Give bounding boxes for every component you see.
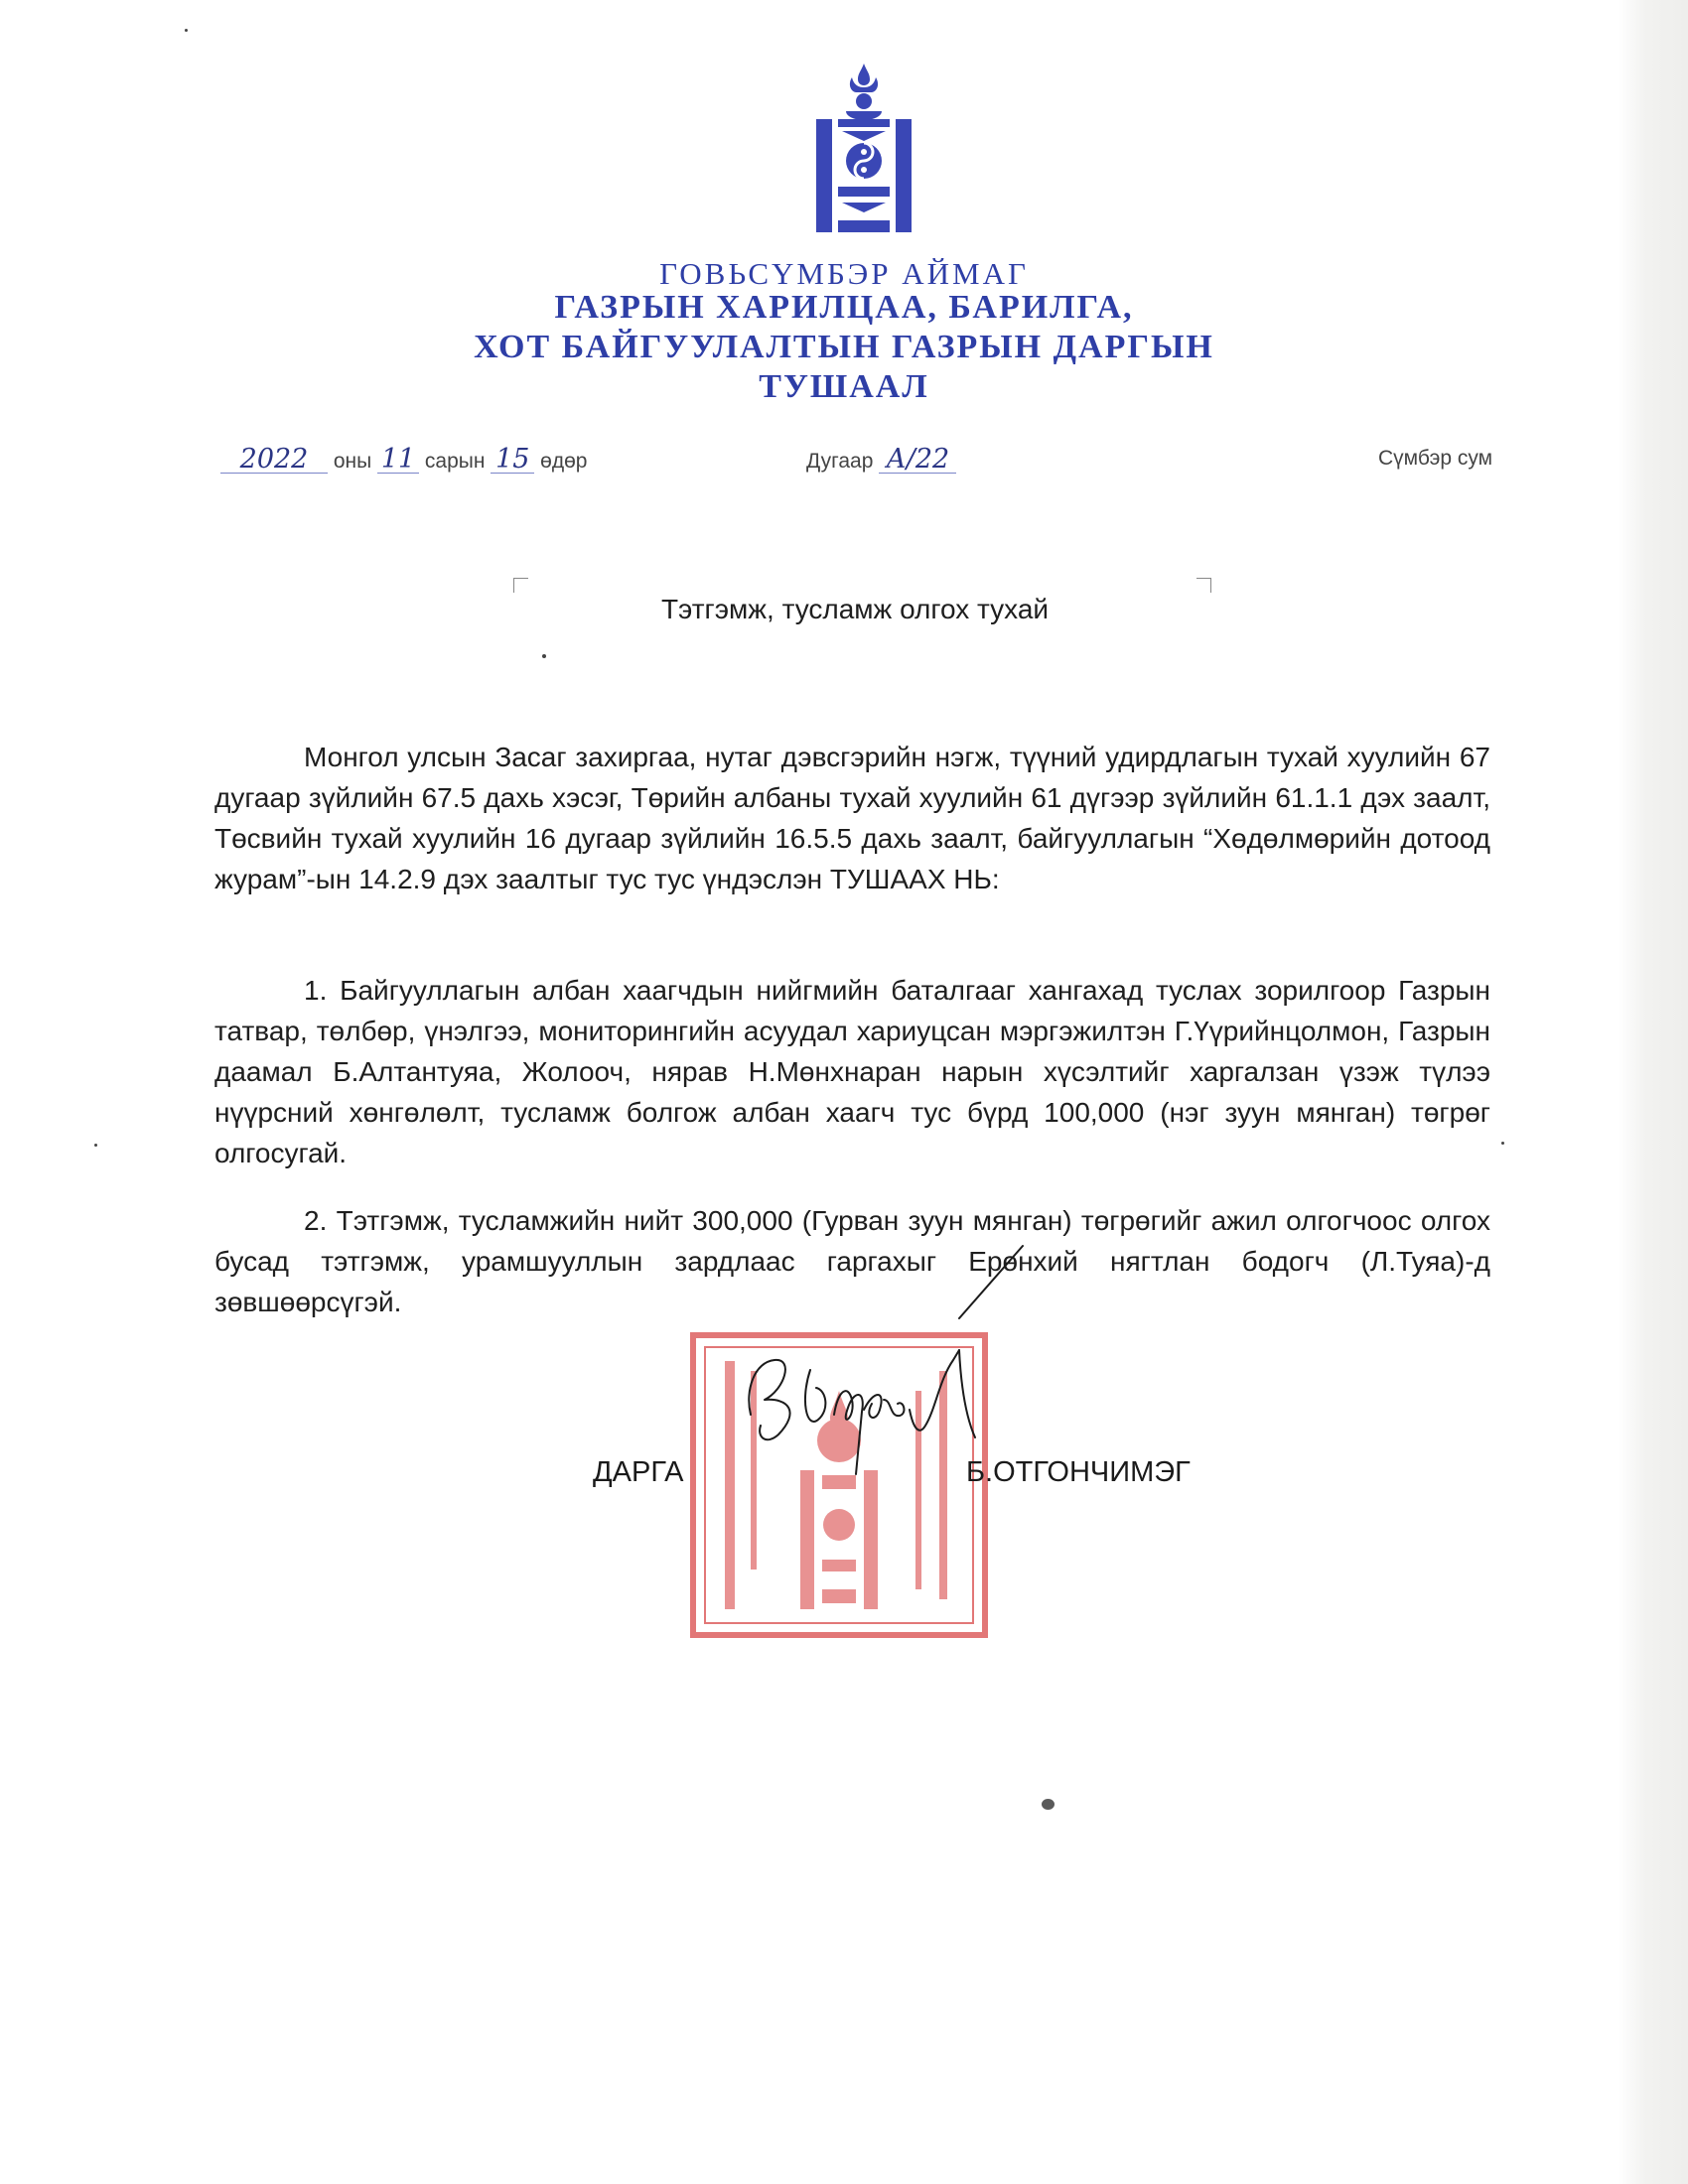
letterhead-department <box>0 288 1688 407</box>
date-month: 11 <box>377 447 419 474</box>
preamble-text: Монгол улсын Засаг захиргаа, нутаг дэвсгэрийн нэгж, түүний удирдлагын тухай хуулийн 67 дугаар зүйлийн 67.5 дахь хэсэг, Төрийн албаны тухай хуулийн 61 дүгээр зүйлийн 61.1.1 дэх заалт, Төсвийн тухай хуулийн 16 дугаар зүйлийн 16.5.5 дахь заалт, байгууллагын “Хөдөлмөрийн дотоод журам”-ын 14.2.9 дэх заалтыг тус тус үндэслэн ТУШААХ НЬ: <box>214 742 1490 894</box>
state-emblem-icon <box>814 62 914 238</box>
scan-speck <box>1501 1142 1504 1145</box>
month-suffix: сарын <box>424 450 486 473</box>
department-line-2: ХОТ БАЙГУУЛАЛТЫН ГАЗРЫН ДАРГЫН <box>474 329 1214 365</box>
subject-bracket-right <box>1196 578 1211 593</box>
order-number: А/22 <box>879 447 956 474</box>
preamble-paragraph <box>214 737 1490 899</box>
year-suffix: оны <box>333 450 372 473</box>
day-suffix: өдөр <box>540 450 588 473</box>
order-number-label: Дугаар <box>806 450 874 473</box>
signatory-title: ДАРГА <box>593 1456 684 1488</box>
scan-speck <box>185 29 188 32</box>
order-item-1 <box>214 970 1490 1173</box>
date-year: 2022 <box>220 447 328 474</box>
order-number-field <box>806 444 956 475</box>
issue-place: Сүмбэр сум <box>1378 447 1493 470</box>
order-item-1-text: 1. Байгууллагын албан хаагчдын нийгмийн баталгааг хангахад туслах зорилгоор Газрын татвар, төлбөр, үнэлгээ, мониторингийн асуудал хариуцсан мэргэжилтэн Г.Үүрийнцолмон, Газрын даамал Б.Алтантуяа, Жолооч, нярав Н.Мөнхнаран нарын хүсэлтийг харгалзан үзэж түлээ нүүрсний хөнгөлөлт, тусламж болгож албан хаагч тус бүрд 100,000 (нэг зуун мянган) төгрөг олгосугай. <box>214 975 1490 1168</box>
letterhead-aimag: ГОВЬСҮМБЭР АЙМАГ <box>659 256 1029 291</box>
order-item-2-text: 2. Тэтгэмж, тусламжийн нийт 300,000 (Гурван зуун мянган) төгрөгийг ажил олгогчоос олгох бусад тэтгэмж, урамшууллын зардлаас гаргахыг Ерөнхий нягтлан бодогч (Л.Туяа)-д зөвшөөрсүгэй. <box>214 1205 1490 1317</box>
document-subject: Тэтгэмж, тусламж олгох тухай <box>660 594 1050 624</box>
handwritten-signature <box>715 1241 1053 1539</box>
department-line-1: ГАЗРЫН ХАРИЛЦАА, БАРИЛГА, <box>554 289 1134 326</box>
subject-bracket-left <box>513 578 528 593</box>
date-field <box>220 444 588 475</box>
document-type: ТУШААЛ <box>759 368 929 405</box>
scan-speck <box>94 1144 97 1147</box>
date-day: 15 <box>491 447 534 474</box>
scan-speck <box>1042 1799 1055 1810</box>
scan-speck <box>542 654 546 658</box>
signatory-name: Б.ОТГОНЧИМЭГ <box>966 1456 1191 1488</box>
